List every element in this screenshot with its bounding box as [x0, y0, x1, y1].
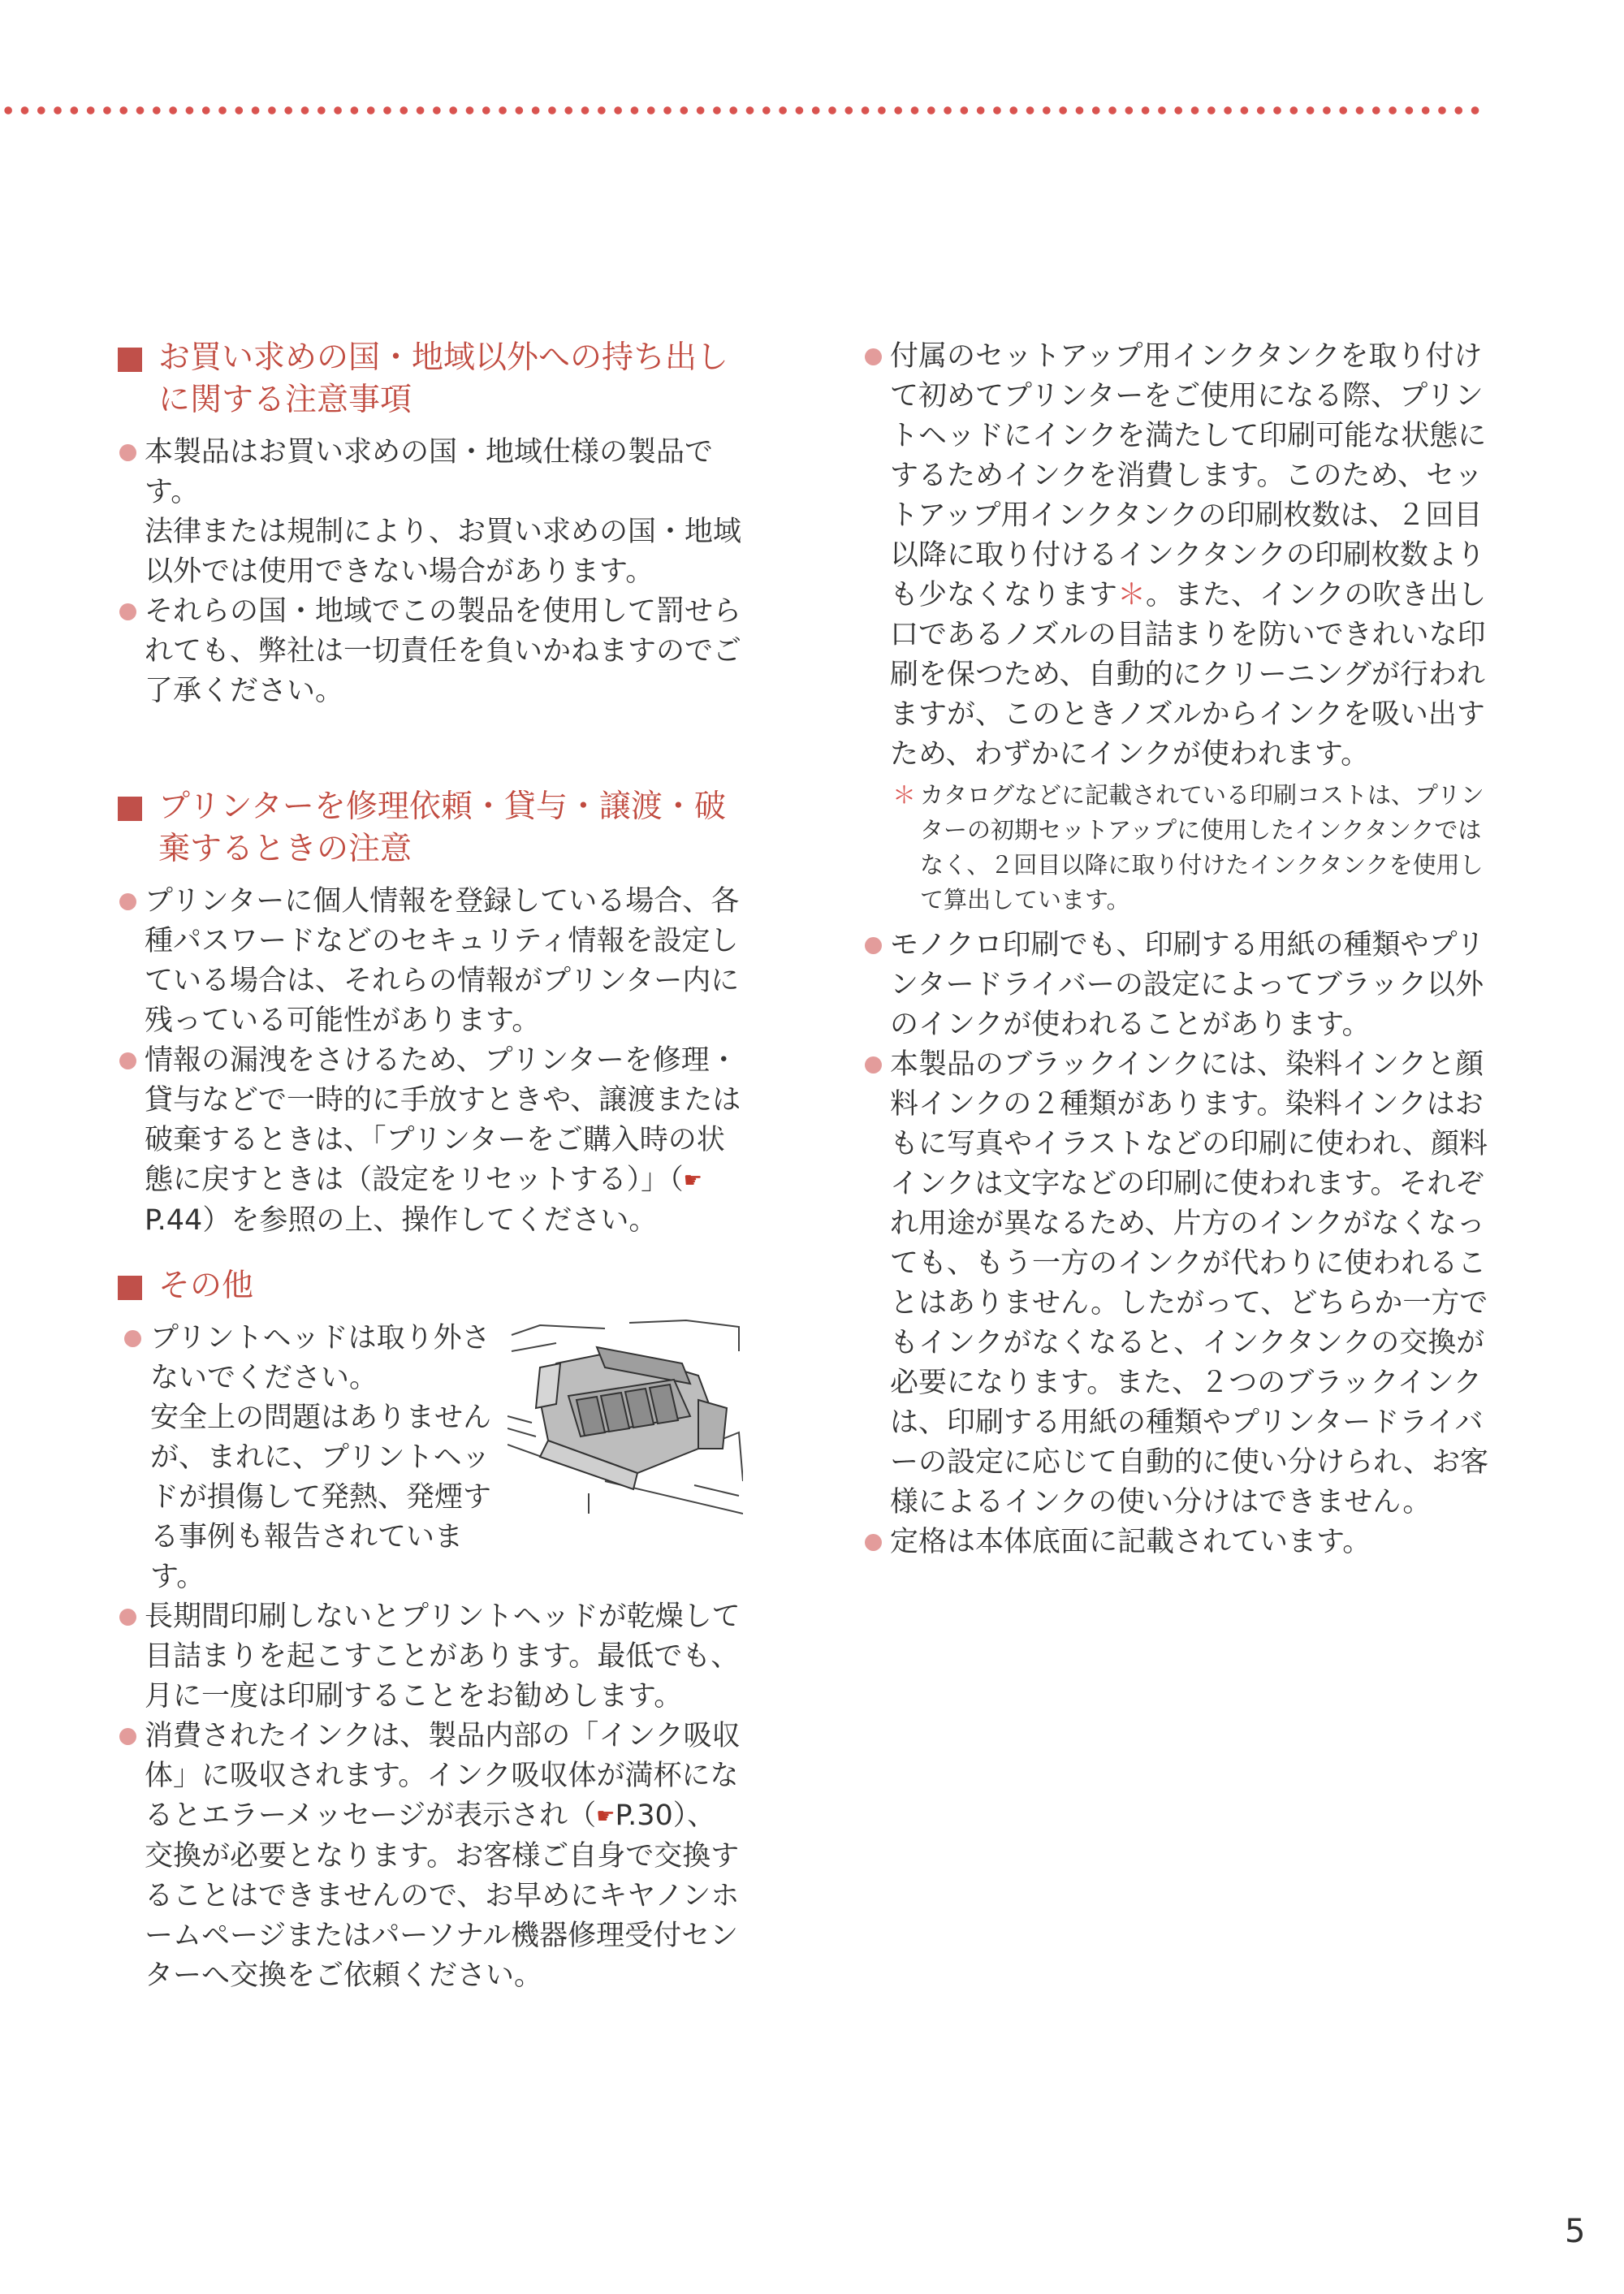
item-text: モノクロ印刷でも、印刷する用紙の種類やプリンタードライバーの設定によってブラック以外のインクが使われることがあります。 [890, 929, 1485, 1041]
bullet-dot-icon [119, 1728, 136, 1745]
list-item [118, 1717, 743, 1996]
page-number: 5 [1565, 2213, 1586, 2250]
printhead-illustration [508, 1319, 743, 1518]
list-item [118, 1041, 743, 1241]
bullet-dot-icon [119, 444, 136, 461]
list-item [118, 1597, 743, 1717]
item-text: 本製品のブラックインクには、染料インクと顔料インクの２種類があります。染料インクはおもに写真やイラストなどの印刷に使われ、顔料インクは文字などの印刷に使われます。それぞれ用途が異なるため、片方のインクがなくなっても、もう一方のインクが代わりに使われることはありません。したがって、どちらか一方でもインクがなくなると、インクタンクの交換が必要になります。また、２つのブラックインクは、印刷する用紙の種類やプリンタードライバーの設定に応じて自動的に使い分けられ、お客様によるインクの使い分けはできません。 [890, 1048, 1489, 1519]
bullet-dot-icon [865, 348, 882, 365]
item-text: 法律または規制により、お買い求めの国・地域以外では使用できない場合があります。 [145, 516, 742, 588]
bullet-list [118, 433, 743, 711]
section-heading: その他 [118, 1265, 743, 1307]
item-text: 情報の漏洩をさけるため、プリンターを修理・貸与などで一時的に手放すときや、譲渡または破棄するときは、「プリンターをご購入時の状態に戻すときは（設定をリセットする）」（☛P.44）を参照の上、操作してください。 [145, 1044, 741, 1237]
item-text: それらの国・地域でこの製品を使用して罰せられても、弊社は一切責任を負いかねますのでご了承ください。 [145, 595, 742, 707]
page-reference-icon: ☛ [596, 1804, 615, 1829]
page-reference: P.44 [145, 1204, 203, 1237]
list-item [118, 1319, 743, 1597]
bullet-dot-icon [119, 603, 136, 620]
bullet-list [863, 337, 1497, 775]
bullet-list [118, 882, 743, 1241]
section-other [118, 1265, 743, 1996]
list-item [863, 926, 1497, 1045]
item-text: 付属のセットアップ用インクタンクを取り付けて初めてプリンターをご使用になる際、プリントヘッドにインクを満たして印刷可能な状態にするためインクを消費します。このため、セットアップ用インクタンクの印刷枚数は、２回目以降に取り付けるインクタンクの印刷枚数よりも少なくなります＊。また、インクの吹き出し口であるノズルの目詰まりを防いできれいな印刷を保つため、自動的にクリーニングが行われますが、このときノズルからインクを吸い出すため、わずかにインクが使われます。 [890, 340, 1487, 771]
bullet-dot-icon [124, 1330, 141, 1347]
bullet-list [863, 926, 1497, 1562]
list-item [118, 592, 743, 711]
list-item [863, 1523, 1497, 1562]
bullet-dot-icon [119, 1609, 136, 1626]
footnote-mark: ＊ [1117, 579, 1147, 611]
bullet-dot-icon [865, 937, 882, 954]
list-item [863, 337, 1497, 775]
heading-square-icon [118, 1276, 142, 1300]
item-text: 本製品はお買い求めの国・地域仕様の製品です。 [145, 436, 714, 508]
section-heading: プリンターを修理依頼・貸与・譲渡・破棄するときの注意 [118, 786, 743, 871]
section-export-caution [118, 337, 743, 711]
footnote: ＊ カタログなどに記載されている印刷コストは、プリンターの初期セットアップに使用したインクタンクではなく、２回目以降に取り付けたインクタンクを使用して算出しています。 [863, 778, 1497, 918]
item-text: プリントヘッドは取り外さないでください。 [150, 1322, 490, 1394]
left-column [118, 337, 743, 1996]
page-reference-icon: ☛ [683, 1169, 702, 1193]
item-text: 定格は本体底面に記載されています。 [890, 1526, 1371, 1558]
list-item [118, 433, 743, 592]
heading-square-icon [118, 348, 142, 372]
section-repair-disposal [118, 786, 743, 1241]
heading-square-icon [118, 797, 142, 821]
list-item [118, 882, 743, 1041]
item-text: 消費されたインクは、製品内部の「インク吸収体」に吸収されます。インク吸収体が満杯になるとエラーメッセージが表示され（☛P.30）、交換が必要となります。お客様ご自身で交換することはできませんので、お早めにキヤノンホームページまたはパーソナル機器修理受付センターへ交換をご依頼ください。 [145, 1720, 741, 1992]
bullet-dot-icon [119, 1052, 136, 1069]
item-text: 安全上の問題はありませんが、まれに、プリントヘッドが損傷して発熱、発煙する事例も報告されています。 [150, 1402, 492, 1593]
bullet-dot-icon [865, 1056, 882, 1074]
bullet-dot-icon [119, 893, 136, 910]
list-item [863, 1045, 1497, 1523]
page-reference: P.30 [615, 1799, 673, 1832]
footnote-mark: ＊ [892, 781, 917, 809]
right-column [863, 337, 1497, 1562]
item-text: プリンターに個人情報を登録している場合、各種パスワードなどのセキュリティ情報を設定している場合は、それらの情報がプリンター内に残っている可能性があります。 [145, 885, 740, 1037]
item-text: 長期間印刷しないとプリントヘッドが乾燥して目詰まりを起こすことがあります。最低でも、月に一度は印刷することをお勧めします。 [145, 1601, 741, 1713]
dotted-header-rule [0, 106, 1486, 115]
bullet-dot-icon [865, 1534, 882, 1551]
section-heading: お買い求めの国・地域以外への持ち出しに関する注意事項 [118, 337, 743, 421]
bullet-list [118, 1319, 743, 1996]
